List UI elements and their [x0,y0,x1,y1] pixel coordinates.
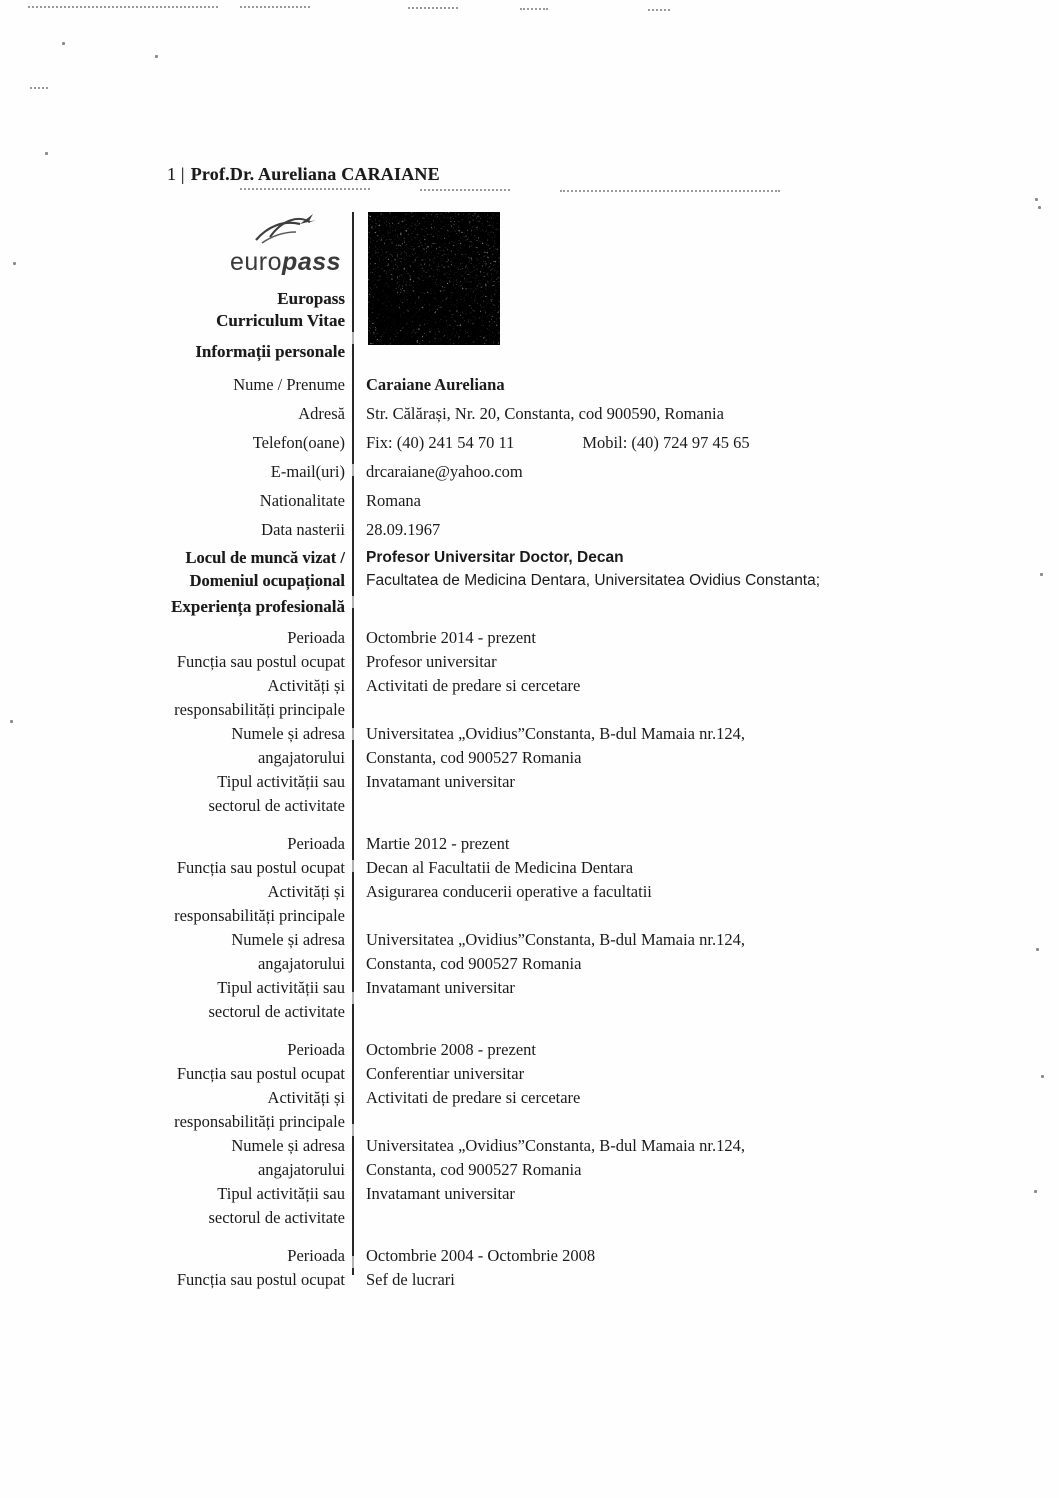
scan-artifact [30,87,48,89]
field-row-activity-type [108,1182,968,1230]
period-value: Octombrie 2014 - prezent [366,628,536,647]
job-target-label-line2: Domeniul ocupațional [189,571,345,590]
employer-value: Universitatea „Ovidius”Constanta, B-dul Mamaia nr.124, Constanta, cod 900527 Romania [366,1136,745,1179]
address-label: Adresă [298,404,345,423]
activity-type-label: Tipul activității sau sectorul de activitate [208,772,345,815]
position-value: Profesor universitar [366,652,497,671]
europass-logo [222,212,352,282]
scan-artifact [13,262,16,265]
job-entry [108,832,968,1024]
employer-value: Universitatea „Ovidius”Constanta, B-dul Mamaia nr.124, Constanta, cod 900527 Romania [366,724,745,767]
period-value: Octombrie 2008 - prezent [366,1040,536,1059]
scan-artifact [520,8,548,10]
position-label: Funcția sau postul ocupat [176,858,345,877]
address-value: Str. Călărași, Nr. 20, Constanta, cod 900590, Romania [366,404,724,423]
activity-type-label: Tipul activității sau sectorul de activitate [208,978,345,1021]
field-row-position [108,856,968,880]
field-row-activities [108,674,968,722]
activity-type-label: Tipul activității sau sectorul de activitate [208,1184,345,1227]
scan-artifact [408,7,458,9]
field-row-job-target [108,546,968,592]
email-label: E-mail(uri) [270,462,345,481]
scan-artifact [28,6,218,8]
period-label: Perioada [287,628,345,647]
job-target-label [108,546,345,592]
field-row-period [108,1244,968,1268]
period-value: Octombrie 2004 - Octombrie 2008 [366,1246,596,1265]
birthdate-value: 28.09.1967 [366,520,441,539]
period-label: Perioada [287,1040,345,1059]
birthdate-label: Data nasterii [261,520,345,539]
period-label: Perioada [287,1246,345,1265]
nationality-value: Romana [366,491,421,510]
scan-artifact [155,55,158,58]
scan-artifact [45,152,48,155]
scan-artifact [62,42,65,45]
field-row-email [108,457,968,486]
scan-artifact [1036,948,1039,951]
field-row-period [108,1038,968,1062]
activities-label: Activități și responsabilități principale [174,676,345,719]
position-value: Sef de lucrari [366,1270,455,1289]
phone-fix: Fix: (40) 241 54 70 11 [366,433,515,452]
job-entry [108,1244,968,1292]
nationality-label: Nationalitate [259,491,345,510]
activities-value: Activitati de predare si cercetare [366,1088,581,1107]
position-label: Funcția sau postul ocupat [176,1064,345,1083]
job-entry [108,626,968,818]
period-value: Martie 2012 - prezent [366,834,510,853]
section-title-cv: Curriculum Vitae [216,311,345,330]
job-entry [108,1038,968,1230]
field-row-name [108,370,968,399]
name-value: Caraiane Aureliana [366,375,505,394]
job-target-value-line2: Facultatea de Medicina Dentara, Universitatea Ovidius Constanta; [366,572,821,589]
employer-label: Numele și adresa angajatorului [231,930,345,973]
field-row-position [108,650,968,674]
section-title-europass: Europass [277,289,345,308]
activities-value: Activitati de predare si cercetare [366,676,581,695]
section-title-experience: Experiența profesională [171,597,345,616]
author-name: Prof.Dr. Aureliana CARAIANE [190,164,440,184]
field-row-birthdate [108,515,968,544]
field-row-employer [108,722,968,770]
field-row-activities [108,880,968,928]
logo-text-euro: euro [230,248,283,276]
scan-artifact [1041,1075,1044,1078]
position-label: Funcția sau postul ocupat [176,1270,345,1289]
section-title-personal-info: Informații personale [195,342,345,361]
scan-artifact [560,190,780,192]
scan-artifact [1038,206,1041,209]
activities-label: Activități și responsabilități principale [174,1088,345,1131]
scan-artifact [240,188,370,190]
scan-artifact [10,720,13,723]
scan-artifact [240,6,310,8]
scan-artifact [1035,198,1038,201]
experience-entries [108,626,968,1292]
field-row-activity-type [108,976,968,1024]
field-row-phone [108,428,968,457]
cv-content [108,288,968,1306]
logo-text [230,248,341,277]
field-row-nationality [108,486,968,515]
field-row-period [108,626,968,650]
email-value: drcaraiane@yahoo.com [366,462,523,481]
employer-label: Numele și adresa angajatorului [231,724,345,767]
phone-label: Telefon(oane) [252,433,345,452]
job-target-label-line1: Locul de muncă vizat / [185,548,345,567]
phone-mobil: Mobil: (40) 724 97 45 65 [582,433,750,452]
job-target-value [345,546,968,592]
position-value: Conferentiar universitar [366,1064,525,1083]
field-row-employer [108,1134,968,1182]
field-row-address [108,399,968,428]
name-label: Nume / Prenume [233,375,345,394]
job-target-value-line1: Profesor Universitar Doctor, Decan [366,549,624,566]
activities-label: Activități și responsabilități principale [174,882,345,925]
logo-text-pass: pass [282,248,342,276]
field-row-activities [108,1086,968,1134]
activity-type-value: Invatamant universitar [366,772,515,791]
activities-value: Asigurarea conducerii operative a facultatii [366,882,652,901]
page-header [167,164,440,185]
field-row-position [108,1268,968,1292]
employer-value: Universitatea „Ovidius”Constanta, B-dul Mamaia nr.124, Constanta, cod 900527 Romania [366,930,745,973]
position-label: Funcția sau postul ocupat [176,652,345,671]
field-row-period [108,832,968,856]
page-number: 1 | [167,164,185,184]
activity-type-value: Invatamant universitar [366,1184,515,1203]
employer-label: Numele și adresa angajatorului [231,1136,345,1179]
field-row-employer [108,928,968,976]
activity-type-value: Invatamant universitar [366,978,515,997]
scan-artifact [1034,1190,1037,1193]
field-row-activity-type [108,770,968,818]
scan-artifact [1040,573,1043,576]
scan-artifact [648,9,670,11]
field-row-position [108,1062,968,1086]
scan-artifact [420,189,510,191]
position-value: Decan al Facultatii de Medicina Dentara [366,858,634,877]
period-label: Perioada [287,834,345,853]
phone-value [345,428,968,457]
